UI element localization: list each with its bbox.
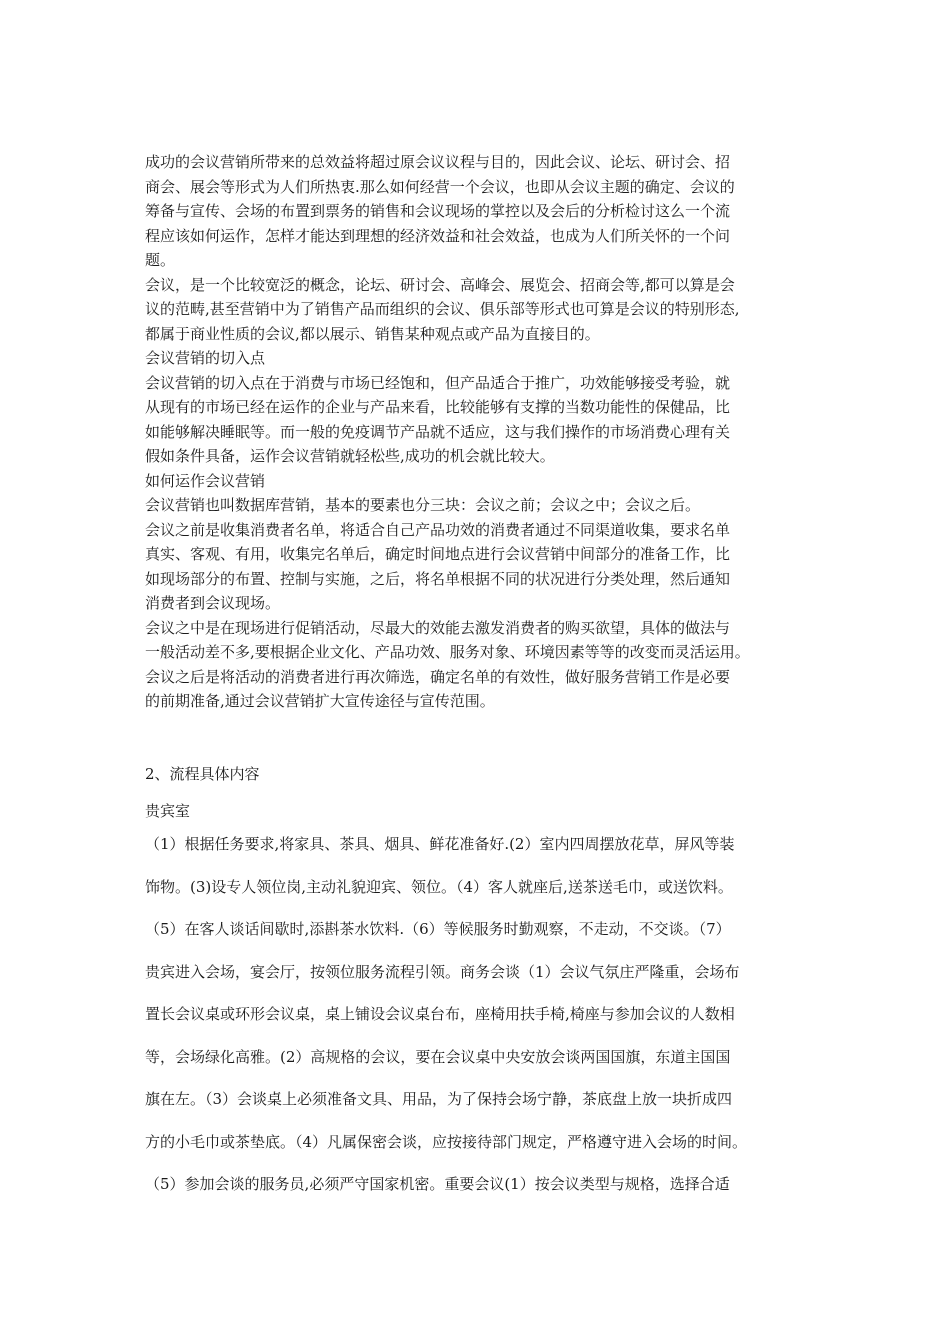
text-line: 成功的会议营销所带来的总效益将超过原会议议程与目的，因此会议、论坛、研讨会、招: [145, 153, 731, 171]
text-line: （5）在客人谈话间歇时,添斟茶水饮料.（6）等候服务时勤观察，不走动，不交谈。（7）: [145, 920, 731, 938]
text-line: 方的小毛巾或茶垫底。（4）凡属保密会谈，应按接待部门规定，严格遵守进入会场的时间。: [145, 1132, 748, 1151]
text-line: 假如条件具备，运作会议营销就轻松些,成功的机会就比较大。: [145, 447, 555, 465]
text-line: 题。: [145, 251, 176, 269]
text-line: 会议营销也叫数据库营销，基本的要素也分三块：会议之前；会议之中；会议之后。: [145, 496, 701, 514]
text-line: 如能够解决睡眠等。而一般的免疫调节产品就不适应，这与我们操作的市场消费心理有关: [145, 422, 731, 441]
text-line: 筹备与宣传、会场的布置到票务的销售和会议现场的掌控以及会后的分析检讨这么一个流: [145, 202, 731, 220]
text-line: 等，会场绿化高雅。(2）高规格的会议，要在会议桌中央安放会谈两国国旗，东道主国国: [145, 1047, 731, 1066]
text-line: 程应该如何运作，怎样才能达到理想的经济效益和社会效益，也成为人们所关怀的一个问: [145, 226, 731, 245]
text-line: 会议之后是将活动的消费者进行再次筛选，确定名单的有效性，做好服务营销工作是必要: [145, 667, 731, 686]
subsection-title: 贵宾室: [145, 802, 191, 820]
text-line: 一般活动差不多,要根据企业文化、产品功效、服务对象、环境因素等等的改变而灵活运用。: [145, 643, 750, 661]
text-line: 饰物。(3)设专人领位岗,主动礼貌迎宾、领位。（4）客人就座后,送茶送毛巾，或送饮料。: [145, 877, 733, 896]
text-line: 置长会议桌或环形会议桌，桌上铺设会议桌台布，座椅用扶手椅,椅座与参加会议的人数相: [145, 1005, 735, 1023]
heading-line: 如何运作会议营销: [145, 471, 266, 490]
text-line: 贵宾进入会场，宴会厅，按领位服务流程引领。商务会谈（1）会议气氛庄严隆重，会场布: [145, 962, 740, 981]
text-line: 会议，是一个比较宽泛的概念，论坛、研讨会、高峰会、展览会、招商会等,都可以算是会: [145, 275, 735, 294]
text-line: （5）参加会谈的服务员,必须严守国家机密。重要会议(1）按会议类型与规格，选择合适: [145, 1175, 730, 1193]
heading-line: 会议营销的切入点: [145, 349, 266, 367]
detail-text-block: [145, 832, 825, 1215]
text-line: （1）根据任务要求,将家具、茶具、烟具、鲜花准备好.(2）室内四周摆放花草，屏风等装: [145, 835, 735, 853]
text-line: 会议之前是收集消费者名单，将适合自己产品功效的消费者通过不同渠道收集，要求名单: [145, 520, 731, 539]
text-line: 真实、客观、有用，收集完名单后，确定时间地点进行会议营销中间部分的准备工作，比: [145, 545, 731, 563]
text-line: 从现有的市场已经在运作的企业与产品来看，比较能够有支撑的当数功能性的保健品，比: [145, 398, 731, 416]
text-line: 会议营销的切入点在于消费与市场已经饱和，但产品适合于推广，功效能够接受考验，就: [145, 373, 731, 392]
text-line: 议的范畴,甚至营销中为了销售产品而组织的会议、俱乐部等形式也可算是会议的特别形态,: [145, 300, 740, 318]
text-line: 消费者到会议现场。: [145, 594, 281, 612]
text-line: 旗在左。（3）会谈桌上必须准备文具、用品，为了保持会场宁静，茶底盘上放一块折成四: [145, 1090, 733, 1108]
text-line: 如现场部分的布置、控制与实施，之后，将名单根据不同的状况进行分类处理，然后通知: [145, 569, 731, 588]
text-line: 会议之中是在现场进行促销活动，尽最大的效能去激发消费者的购买欲望，具体的做法与: [145, 618, 731, 637]
intro-text-block: [145, 150, 817, 714]
text-line: 都属于商业性质的会议,都以展示、销售某种观点或产品为直接目的。: [145, 324, 600, 343]
text-line: 商会、展会等形式为人们所热衷.那么如何经营一个会议，也即从会议主题的确定、会议的: [145, 177, 735, 196]
text-line: 的前期准备,通过会议营销扩大宣传途径与宣传范围。: [145, 692, 495, 710]
section-title: 2、流程具体内容: [145, 765, 260, 783]
